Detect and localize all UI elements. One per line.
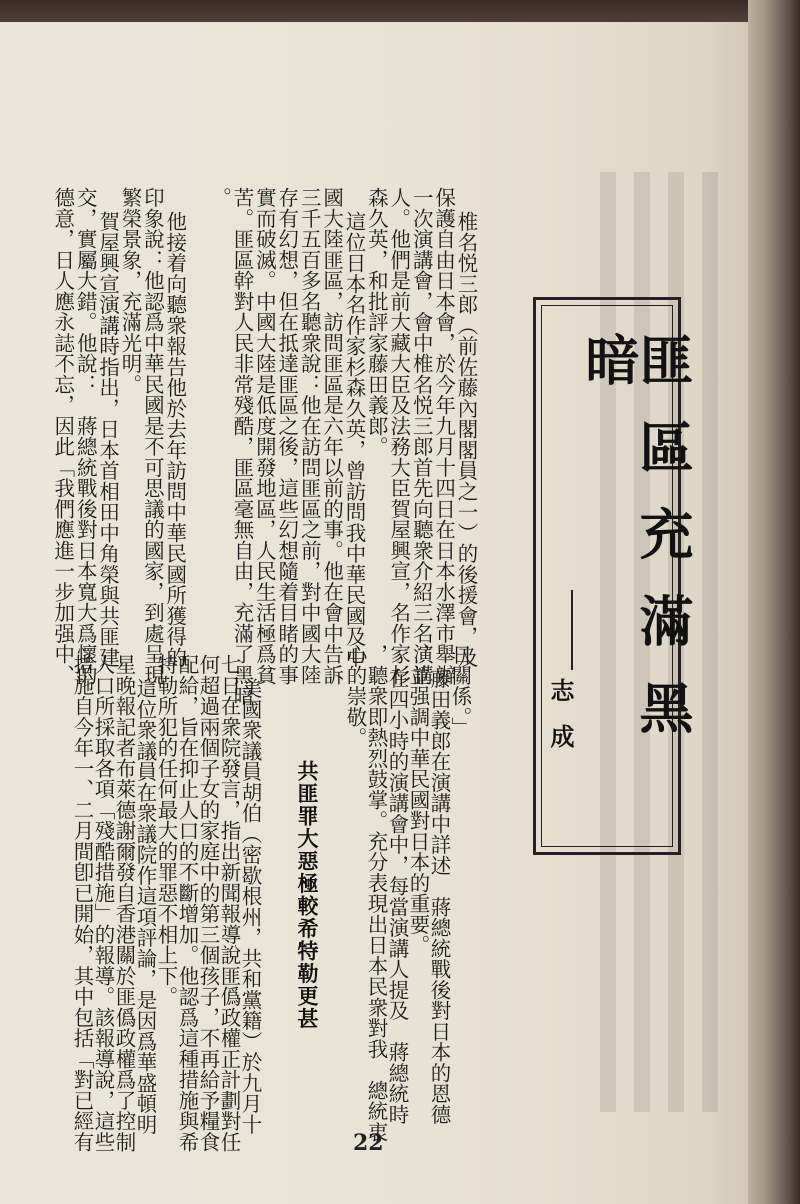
text-column: 三千五百多名聽衆說：他在訪問匪區之前，對中國大陸 (297, 187, 322, 685)
text-column: 實而破滅。中國大陸是低度開發地區，人民生活極爲貧 (252, 187, 277, 685)
text-column: 國大陸匪區，訪問匪區是六年以前的事。他在會中告訴 (319, 187, 344, 685)
text-column: 配給，旨在抑止人口的不斷增加。他認爲這種措施與希 (175, 654, 199, 1152)
text-column: 保護自由日本會，於今年九月十四日在日本水澤市舉辦 (431, 187, 456, 685)
text-column: 在四小時的演講會中，每當演講人提及 蔣總統時 (385, 668, 409, 1125)
article-author: 志成 (546, 678, 575, 770)
text-column: 措施自今年一、二月間卽已開始，其中包括「對已經有 (70, 654, 94, 1152)
text-column: 日關係。」 (448, 644, 472, 738)
book-page (0, 22, 760, 1204)
author-divider (571, 590, 573, 670)
text-column: 人口所採取各項「殘酷措施」的報導。該報導說，這些 (91, 654, 115, 1152)
text-column: 存有幻想，但在抵達匪區之後，這些幻想隨着目睹的事 (274, 187, 299, 685)
text-column: 森久英，和批評家藤田義郎。 (364, 187, 389, 457)
text-column: 他接着向聽衆報告他於去年訪問中華民國所獲得的 (162, 211, 187, 668)
text-column: 心的崇敬。 (343, 644, 367, 748)
text-column: 賀屋興宣演講時指出，日本首相田中角榮與共匪建 (95, 211, 120, 668)
text-column: 一次演講會，會中椎名悦三郎首先向聽衆介紹三名演講 (409, 187, 434, 685)
text-column: 藤田義郎在演講中詳述 蔣總統戰後對日本的恩德 (427, 668, 451, 1125)
book-page-stack (748, 0, 800, 1204)
text-column: 這位日本名作家杉森久英，曾訪問我中華民國及中 (342, 211, 366, 668)
text-column: 繁榮景象，充滿光明。 (118, 187, 142, 395)
section-subheading: 共匪罪大惡極較希特勒更甚 (295, 760, 320, 1030)
text-column: 印象說：他認爲中華民國是不可思議的國家，到處呈現 (140, 187, 165, 685)
text-column: 七日在衆院發言，指出新聞報導說匪僞政權正計劃對任 (217, 654, 241, 1152)
text-column: 人。他們是前大藏大臣及法務大臣賀屋興宣，名作家杉 (386, 187, 411, 685)
text-column: 苦。匪區幹對人民非常殘酷，匪區毫無自由，充滿了黑暗 (230, 187, 254, 706)
text-column: 交，實屬大錯。他說： 蔣總統戰後對日本寬大爲懷的 (73, 187, 98, 685)
text-column: 椎名悦三郎（前佐藤內閣閣員之一）的後援會，及 (454, 211, 478, 668)
text-column: 美國衆議員胡伯（密歇根州，共和黨籍）於九月十 (238, 678, 262, 1135)
text-column: ，並强調中華民國對日本的重要。 (406, 644, 430, 956)
text-column: 。 (207, 187, 232, 208)
article-title: 匪區充滿黑暗 (577, 332, 695, 767)
page-number: 22 (353, 1130, 384, 1156)
text-column: 星晚報記者布萊德謝爾發自香港關於匪僞政權爲了控制 (112, 654, 136, 1152)
title-box (533, 297, 695, 855)
text-column: 特勒所犯的任何最大的罪惡不相上下。 (154, 654, 178, 1007)
text-column: 這位衆議員在衆議院作這項評論，是因爲華盛頓明 (133, 678, 157, 1135)
text-column: 德意，日人應永誌不忘，因此「我們應進一步加强中、 (50, 187, 75, 685)
text-column: 何超過兩個子女的家庭中的第三個孩子，不再給予糧食 (196, 654, 220, 1152)
text-column: ，聽衆即熱烈鼓掌。充分表現出日本民衆對我 總統衷 (364, 644, 388, 1142)
